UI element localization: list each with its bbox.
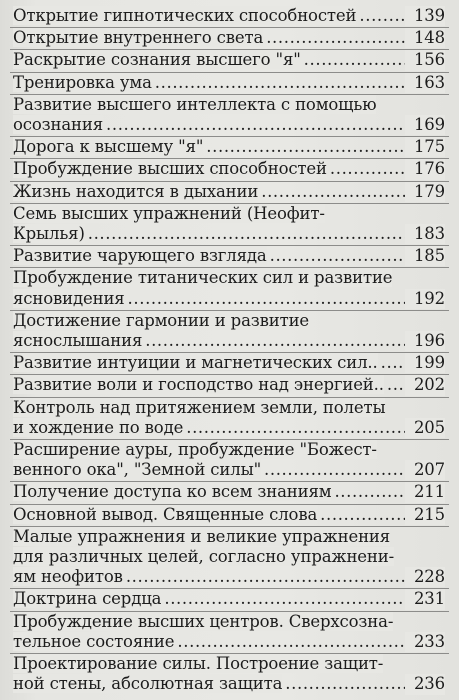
toc-entry-page: 211 [405,482,445,502]
toc-entry-page: 156 [405,50,445,70]
toc-entry [10,352,449,374]
toc-entry-title: Тренировка ума ..... [13,73,405,93]
toc-entry [10,267,449,309]
toc-entry [10,27,449,49]
toc-entry-page: 139 [405,6,445,26]
toc-entry-page: 196 [405,331,445,351]
toc-entry [10,72,449,94]
toc-entry [10,504,449,526]
toc-entry-title: Открытие гипнотических способностей ..... [13,6,405,26]
toc-entry-page: 163 [405,73,445,93]
toc-entry [10,526,449,589]
toc-entry [10,245,449,267]
toc-entry-page: 205 [405,418,445,438]
toc-entry [10,653,449,695]
toc-entry-page: 199 [405,353,445,373]
toc-entry [10,588,449,610]
toc-entry [10,49,449,71]
toc-entry-title: Развитие интуиции и магнетических сил.. ..... [13,353,405,373]
toc-entry-page: 175 [405,137,445,157]
toc-entry-title: Раскрытие сознания высшего "я" ..... [13,50,405,70]
toc-entry [10,397,449,439]
table-of-contents [10,6,449,696]
toc-entry-page: 233 [405,632,445,652]
toc-entry-title: Контроль над притяжением земли, полеты и хождение по воде ..... [13,398,405,438]
toc-entry [10,6,449,27]
toc-entry-title: Проектирование силы. Построение защит- ной стены, абсолютная защита ..... [13,654,405,694]
toc-entry [10,481,449,503]
toc-entry-title: Развитие воли и господство над энергией.. ..... [13,375,405,395]
toc-entry-page: 183 [405,224,445,244]
toc-entry [10,439,449,481]
toc-entry-title: Развитие высшего интеллекта с помощью осознания ..... [13,95,405,135]
toc-entry [10,158,449,180]
toc-entry-title: Жизнь находится в дыхании ..... [13,182,405,202]
toc-entry-page: 185 [405,246,445,266]
toc-entry-title: Расширение ауры, пробуждение "Божест- венного ока", "Земной силы" ..... [13,440,405,480]
toc-entry-title: Основной вывод. Священные слова ..... [13,505,405,525]
toc-entry [10,136,449,158]
toc-entry-title: Достижение гармонии и развитие яснослышания ..... [13,311,405,351]
toc-entry [10,203,449,245]
toc-entry-title: Пробуждение высших центров. Сверхсозна- тельное состояние ..... [13,612,405,652]
toc-entry-title: Получение доступа ко всем знаниям ..... [13,482,405,502]
toc-entry-title: Доктрина сердца ..... [13,589,405,609]
toc-entry-page: 148 [405,28,445,48]
toc-entry-page: 231 [405,589,445,609]
toc-entry-title: Пробуждение титанических сил и развитие ясновидения ..... [13,268,405,308]
toc-entry-page: 202 [405,375,445,395]
toc-entry [10,310,449,352]
toc-entry-page: 207 [405,460,445,480]
toc-entry-title: Открытие внутреннего света ..... [13,28,405,48]
toc-entry-title: Пробуждение высших способностей ..... [13,159,405,179]
toc-entry-page: 228 [405,567,445,587]
toc-entry-page: 179 [405,182,445,202]
toc-entry [10,374,449,396]
toc-entry [10,181,449,203]
toc-entry-title: Развитие чарующего взгляда ..... [13,246,405,266]
toc-entry-title: Малые упражнения и великие упражнения для различных целей, согласно упражнени- ям неофитов ..... [13,527,405,588]
toc-entry-page: 176 [405,159,445,179]
toc-entry [10,611,449,653]
toc-entry-title: Семь высших упражнений (Неофит- Крылья) ..... [13,204,405,244]
toc-entry-page: 169 [405,115,445,135]
toc-entry [10,94,449,136]
toc-entry-title: Дорога к высшему "я" ..... [13,137,405,157]
toc-entry-page: 215 [405,505,445,525]
toc-entry-page: 236 [405,674,445,694]
toc-entry-page: 192 [405,289,445,309]
